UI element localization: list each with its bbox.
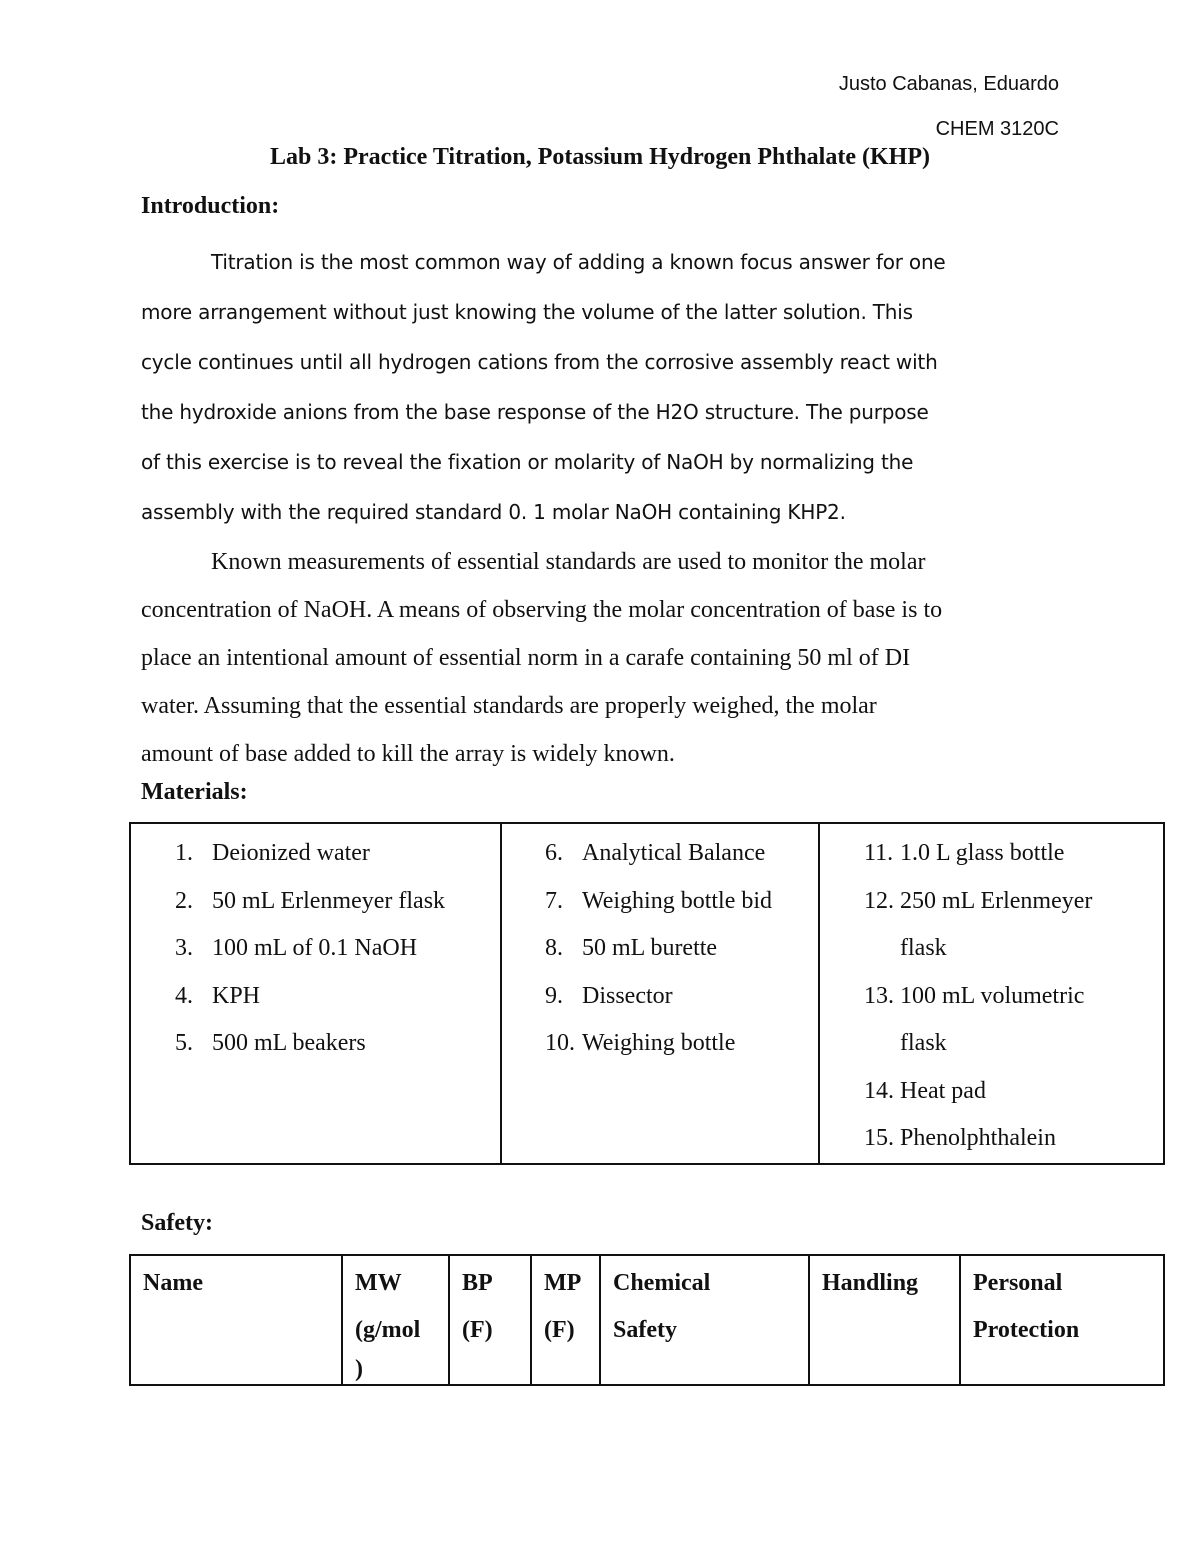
item-text: Weighing bottle — [582, 1030, 736, 1056]
list-item — [175, 1020, 500, 1068]
item-text: 250 mL Erlenmeyer — [900, 887, 1093, 914]
item-text: 50 mL burette — [582, 935, 718, 961]
header-text: (F) — [544, 1317, 575, 1343]
header-text: Name — [143, 1270, 203, 1296]
safety-heading: Safety: — [141, 1210, 213, 1236]
list-item — [545, 830, 818, 878]
paragraph-line: of this exercise is to reveal the fixation or molarity of NaOH by normalizing the — [141, 450, 914, 474]
list-item — [864, 1020, 1163, 1068]
header-cell-chemical-safety — [600, 1255, 809, 1385]
list-item — [864, 1115, 1163, 1163]
item-text: Weighing bottle bid — [582, 887, 773, 914]
item-text: Phenolphthalein — [900, 1125, 1056, 1151]
item-text: Heat pad — [900, 1077, 986, 1104]
header-cell-mp — [531, 1255, 600, 1385]
header-text: Personal — [973, 1270, 1063, 1296]
item-text: 100 mL volumetric — [900, 982, 1085, 1009]
list-item — [545, 878, 818, 926]
header-text: ) — [355, 1356, 363, 1382]
paragraph-line: assembly with the required standard 0. 1 molar NaOH containing KHP2. — [141, 500, 846, 524]
item-text: KPH — [212, 982, 261, 1009]
item-text: flask — [900, 935, 947, 961]
paragraph-line: Titration is the most common way of adding a known focus answer for one — [211, 250, 946, 274]
list-item — [864, 830, 1163, 878]
header-text: Protection — [973, 1317, 1080, 1343]
introduction-paragraph-1 — [141, 237, 1061, 537]
header-cell-name — [130, 1255, 342, 1385]
safety-table — [129, 1254, 1165, 1386]
item-text: Dissector — [582, 982, 673, 1009]
item-text: Analytical Balance — [582, 840, 766, 866]
paragraph-line: more arrangement without just knowing the volume of the latter solution. This — [141, 300, 913, 324]
header-text: (g/mol — [355, 1317, 421, 1343]
list-item — [864, 973, 1163, 1021]
header-text: BP — [462, 1270, 493, 1296]
paragraph-line: the hydroxide anions from the base response of the H2O structure. The purpose — [141, 400, 929, 424]
table-row — [130, 823, 1164, 1164]
header-cell-mw — [342, 1255, 449, 1385]
paragraph-line: concentration of NaOH. A means of observing the molar concentration of base is to — [141, 597, 943, 623]
materials-table — [129, 822, 1165, 1165]
header-cell-handling — [809, 1255, 960, 1385]
item-number: 5. — [175, 1030, 193, 1056]
item-number: 11. — [864, 840, 894, 866]
item-number: 3. — [175, 935, 193, 961]
header-text: (F) — [462, 1317, 493, 1343]
item-number: 13. — [864, 982, 894, 1009]
introduction-paragraph-2 — [141, 538, 1061, 778]
header-text: MW — [355, 1270, 402, 1296]
item-text: Deionized water — [212, 840, 370, 866]
list-item — [864, 878, 1163, 926]
item-text: flask — [900, 1030, 947, 1056]
item-number: 6. — [545, 840, 563, 866]
list-item — [545, 973, 818, 1021]
list-item — [175, 830, 500, 878]
introduction-heading: Introduction: — [141, 193, 280, 219]
item-number: 14. — [864, 1077, 894, 1104]
page-title: Lab 3: Practice Titration, Potassium Hydrogen Phthalate (KHP) — [270, 144, 930, 170]
list-item — [545, 1020, 818, 1068]
materials-column-3 — [819, 823, 1164, 1164]
header-text: MP — [544, 1270, 582, 1296]
list-item — [864, 1068, 1163, 1116]
paragraph-line: place an intentional amount of essential norm in a carafe containing 50 ml of DI — [141, 645, 911, 671]
paragraph-line: amount of base added to kill the array is widely known. — [141, 741, 675, 767]
item-number: 7. — [545, 887, 563, 914]
header-text: Handling — [822, 1270, 919, 1296]
item-text: 500 mL beakers — [212, 1030, 366, 1056]
paragraph-line: cycle continues until all hydrogen cations from the corrosive assembly react with — [141, 350, 938, 374]
item-text: 100 mL of 0.1 NaOH — [212, 935, 418, 961]
author-name: Justo Cabanas, Eduardo — [838, 73, 1059, 95]
item-number: 9. — [545, 982, 563, 1009]
paragraph-line: water. Assuming that the essential standards are properly weighed, the molar — [141, 693, 877, 719]
materials-heading: Materials: — [141, 779, 248, 805]
materials-column-2 — [501, 823, 819, 1164]
list-item — [545, 925, 818, 973]
list-item — [175, 878, 500, 926]
item-text: 50 mL Erlenmeyer flask — [212, 887, 446, 914]
materials-column-1 — [130, 823, 501, 1164]
list-item — [175, 973, 500, 1021]
item-number: 2. — [175, 887, 193, 914]
course-code: CHEM 3120C — [935, 118, 1059, 140]
item-number: 15. — [864, 1125, 894, 1151]
table-header-row — [130, 1255, 1164, 1385]
header-text: Chemical — [613, 1270, 711, 1296]
header-text: Safety — [613, 1317, 677, 1343]
header-cell-bp — [449, 1255, 531, 1385]
header-cell-personal-protection — [960, 1255, 1164, 1385]
list-item — [175, 925, 500, 973]
item-number: 8. — [545, 935, 563, 961]
item-number: 12. — [864, 887, 894, 914]
item-number: 4. — [175, 982, 193, 1009]
item-number: 1. — [175, 840, 193, 866]
list-item — [864, 925, 1163, 973]
item-text: 1.0 L glass bottle — [900, 840, 1065, 866]
paragraph-line: Known measurements of essential standards are used to monitor the molar — [211, 549, 926, 575]
item-number: 10. — [545, 1030, 575, 1056]
